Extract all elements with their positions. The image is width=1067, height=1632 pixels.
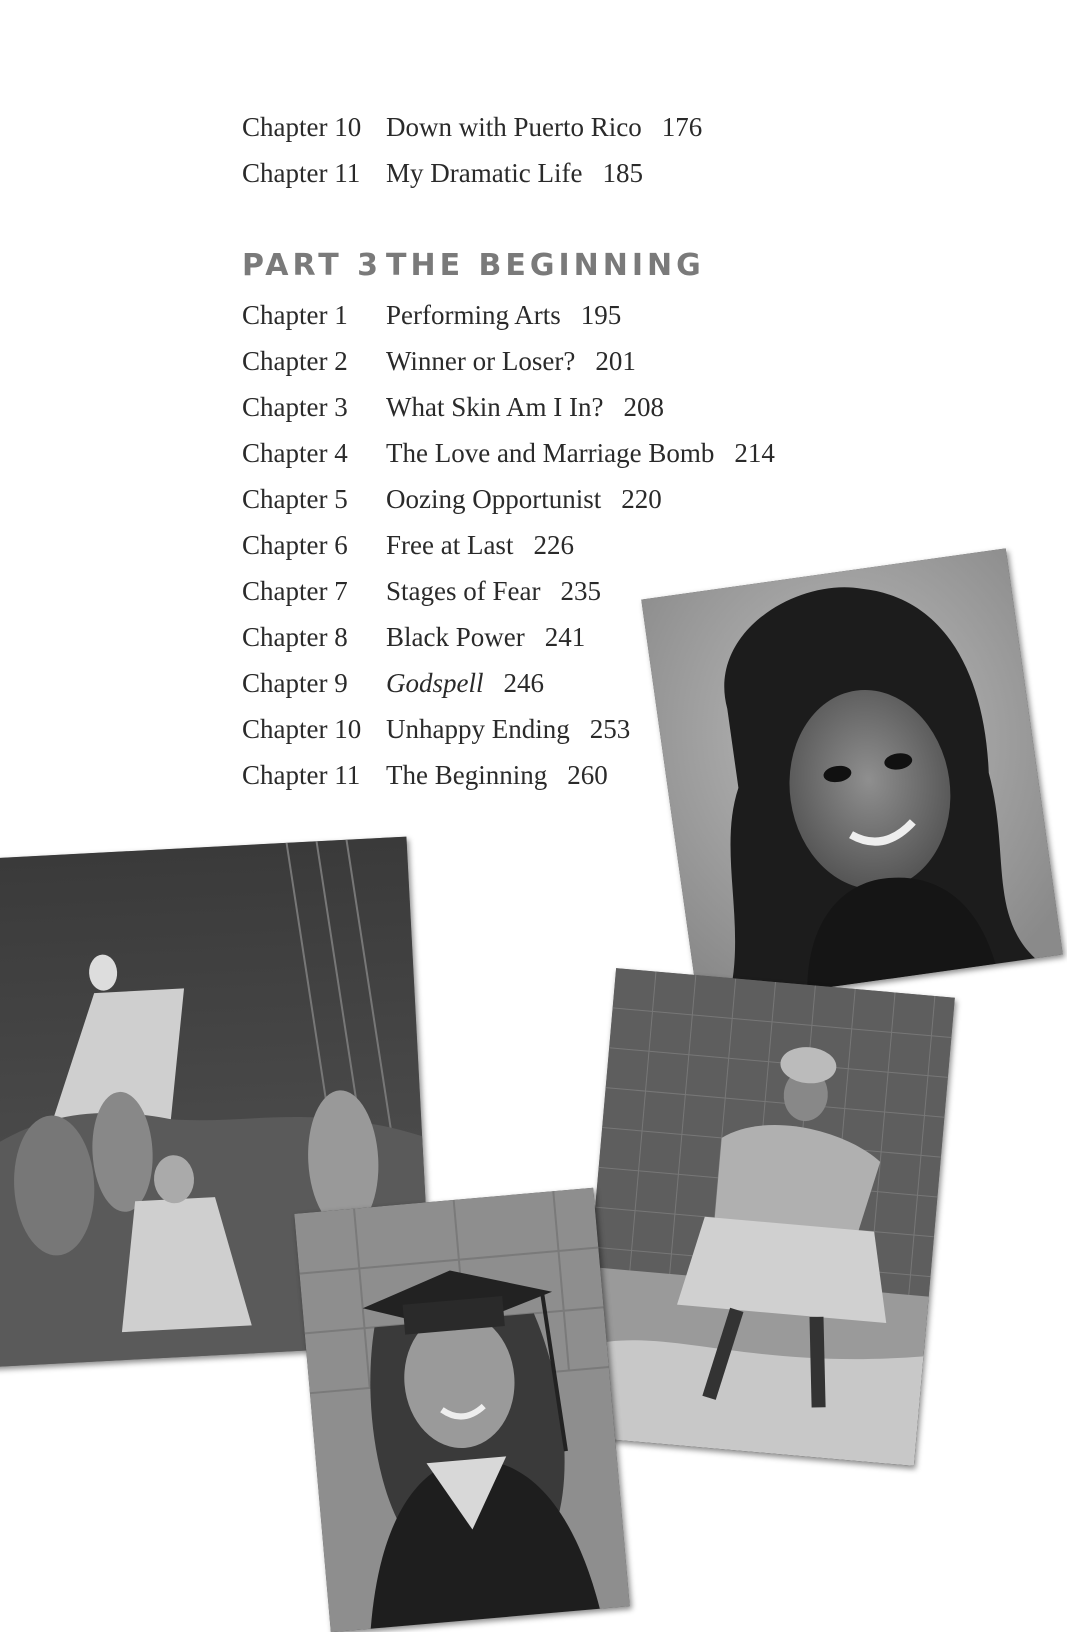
- chapter-number: Chapter 10: [242, 112, 362, 142]
- chapter-title: Free at Last: [386, 530, 514, 560]
- chapter-number: Chapter 9: [242, 668, 348, 698]
- chapter-page-number: 195: [580, 300, 622, 330]
- chapter-number: Chapter 5: [242, 484, 348, 514]
- chapter-page-number: 253: [589, 714, 631, 744]
- chapter-page-number: 220: [621, 484, 662, 514]
- chapter-title: Down with Puerto Rico: [386, 112, 642, 142]
- toc-entry: [242, 338, 862, 384]
- toc-entry: [242, 522, 862, 568]
- part-3-label: PART 3: [242, 248, 382, 283]
- chapter-page-number: 226: [533, 530, 574, 560]
- chapter-title: Black Power: [386, 622, 525, 652]
- chapter-title: Winner or Loser?: [386, 346, 576, 376]
- graduation-photo: [294, 1188, 629, 1632]
- chapter-title: The Beginning: [386, 760, 548, 790]
- chapter-title: Unhappy Ending: [386, 714, 570, 744]
- chapter-number: Chapter 2: [242, 346, 348, 376]
- chapter-number: Chapter 11: [242, 158, 361, 188]
- chapter-number: Chapter 8: [242, 622, 348, 652]
- toc-entry: [242, 104, 862, 150]
- chapter-title: The Love and Marriage Bomb: [386, 438, 715, 468]
- chapter-title: Oozing Opportunist: [386, 484, 602, 514]
- toc-entry: [242, 476, 862, 522]
- chapter-page-number: 208: [623, 392, 664, 422]
- chapter-number: Chapter 10: [242, 714, 362, 744]
- part-gap: [242, 196, 862, 242]
- toc-entry: [242, 384, 862, 430]
- chapter-title: Performing Arts: [386, 300, 561, 330]
- part-3-heading: [242, 242, 862, 290]
- chapter-number: Chapter 6: [242, 530, 348, 560]
- chapter-number: Chapter 11: [242, 760, 361, 790]
- chapter-title: My Dramatic Life: [386, 158, 583, 188]
- part-2-chapter-list: [242, 104, 862, 196]
- toc-entry: [242, 430, 862, 476]
- chapter-title: Godspell: [386, 668, 484, 698]
- chapter-page-number: 201: [595, 346, 636, 376]
- chapter-title: Stages of Fear: [386, 576, 541, 606]
- chapter-number: Chapter 4: [242, 438, 348, 468]
- chapter-page-number: 214: [734, 438, 775, 468]
- toc-entry: [242, 150, 862, 196]
- portrait-photo: [641, 548, 1062, 1005]
- dancer-photo: [575, 968, 955, 1466]
- chapter-page-number: 260: [567, 760, 608, 790]
- chapter-page-number: 246: [503, 668, 544, 698]
- part-3-title: THE BEGINNING: [386, 248, 705, 283]
- chapter-page-number: 235: [560, 576, 601, 606]
- chapter-number: Chapter 3: [242, 392, 348, 422]
- chapter-page-number: 241: [544, 622, 586, 652]
- toc-entry: [242, 292, 862, 338]
- chapter-number: Chapter 7: [242, 576, 348, 606]
- chapter-page-number: 185: [602, 158, 643, 188]
- chapter-number: Chapter 1: [242, 300, 348, 330]
- chapter-page-number: 176: [661, 112, 703, 142]
- chapter-title: What Skin Am I In?: [386, 392, 604, 422]
